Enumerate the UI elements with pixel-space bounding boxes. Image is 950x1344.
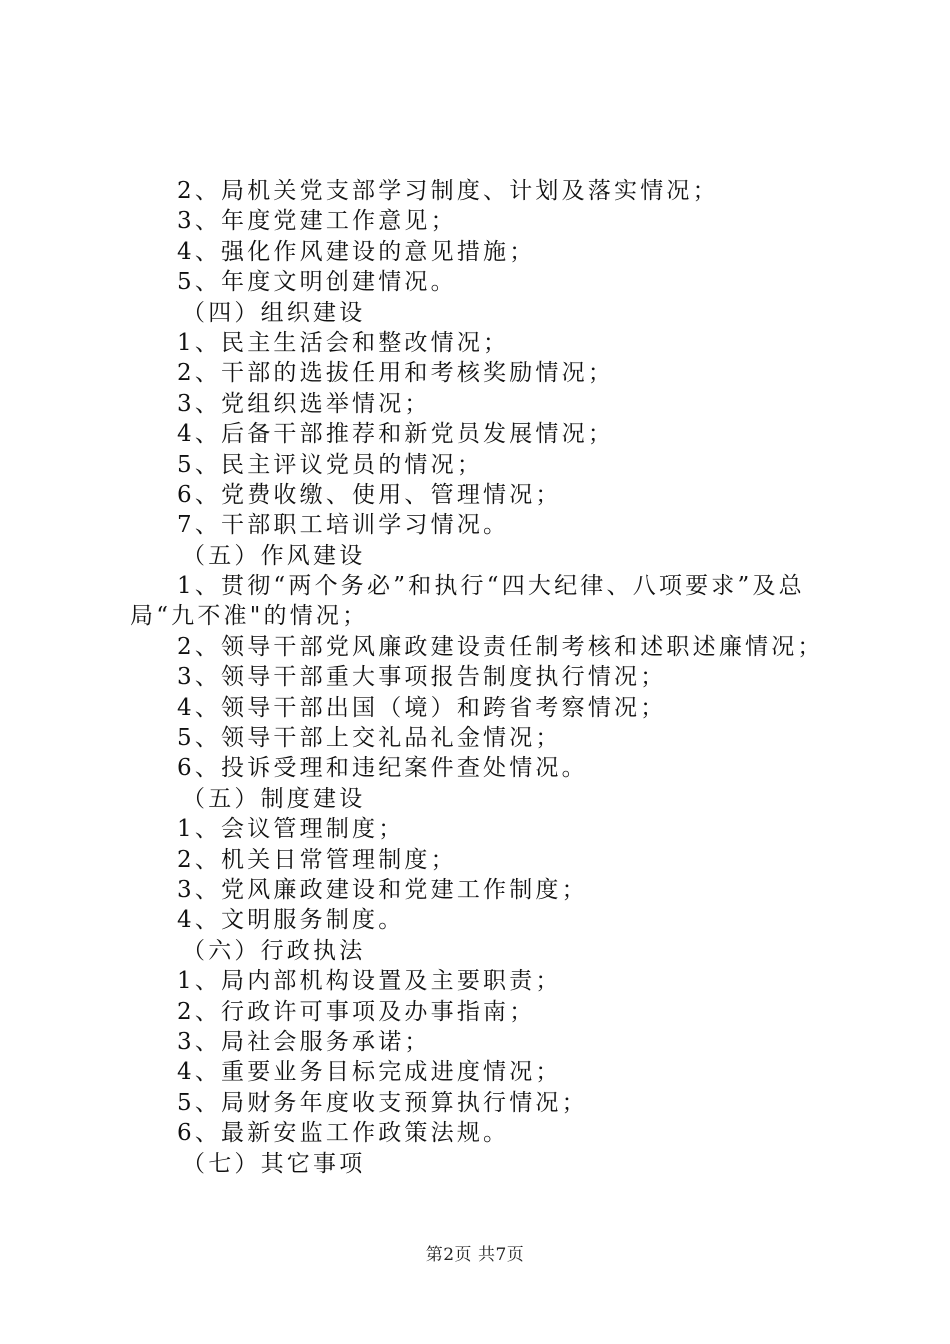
body-text-line: 2、局机关党支部学习制度、计划及落实情况； — [177, 178, 719, 204]
body-text-line: 2、领导干部党风廉政建设责任制考核和述职述廉情况； — [177, 633, 824, 660]
section-heading: （七）其它事项 — [182, 1150, 366, 1177]
body-text-line: 1、贯彻“两个务必”和执行“四大纪律、八项要求”及总 — [177, 573, 805, 600]
body-text-line: 2、干部的选拔任用和考核奖励情况； — [177, 360, 615, 387]
body-text-line: 3、局社会服务承诺； — [177, 1028, 431, 1055]
page-footer: 第2页 共7页 — [425, 1245, 525, 1265]
section-heading: （六）行政执法 — [182, 937, 366, 964]
body-text-line: 2、机关日常管理制度； — [177, 846, 457, 873]
section-heading: （四）组织建设 — [182, 299, 366, 326]
body-text-line: 4、领导干部出国（境）和跨省考察情况； — [177, 694, 667, 721]
body-text-line: 1、会议管理制度； — [177, 816, 405, 843]
body-text-line: 5、领导干部上交礼品礼金情况； — [177, 725, 562, 752]
body-text-line: 4、强化作风建设的意见措施； — [177, 238, 536, 265]
section-heading: （五）作风建设 — [182, 542, 366, 569]
body-text-line: 7、干部职工培训学习情况。 — [177, 512, 510, 539]
body-text-line: 6、最新安监工作政策法规。 — [177, 1120, 510, 1147]
document-body — [130, 176, 840, 1179]
body-text-line: 5、民主评议党员的情况； — [177, 451, 484, 478]
section-heading: （五）制度建设 — [182, 785, 366, 812]
body-text-line: 1、民主生活会和整改情况； — [177, 329, 510, 356]
body-text-line: 3、年度党建工作意见； — [177, 208, 457, 235]
body-text-line: 4、文明服务制度。 — [177, 907, 405, 934]
body-text-line: 5、年度文明创建情况。 — [177, 269, 457, 296]
body-text-line: 3、党风廉政建设和党建工作制度； — [177, 876, 588, 903]
body-text-line: 4、重要业务目标完成进度情况； — [177, 1059, 562, 1086]
body-text-line: 3、党组织选举情况； — [177, 390, 431, 417]
body-text-line: 4、后备干部推荐和新党员发展情况； — [177, 421, 615, 448]
body-text-line: 6、投诉受理和违纪案件查处情况。 — [177, 755, 588, 782]
body-text-line: 6、党费收缴、使用、管理情况； — [177, 481, 562, 508]
body-text-line: 2、行政许可事项及办事指南； — [177, 998, 536, 1025]
body-text-line: 5、局财务年度收支预算执行情况； — [177, 1089, 588, 1116]
body-text-line: 3、领导干部重大事项报告制度执行情况； — [177, 664, 667, 691]
body-text-line: 局“九不准"的情况； — [130, 603, 369, 630]
body-text-line: 1、局内部机构设置及主要职责； — [177, 968, 562, 995]
